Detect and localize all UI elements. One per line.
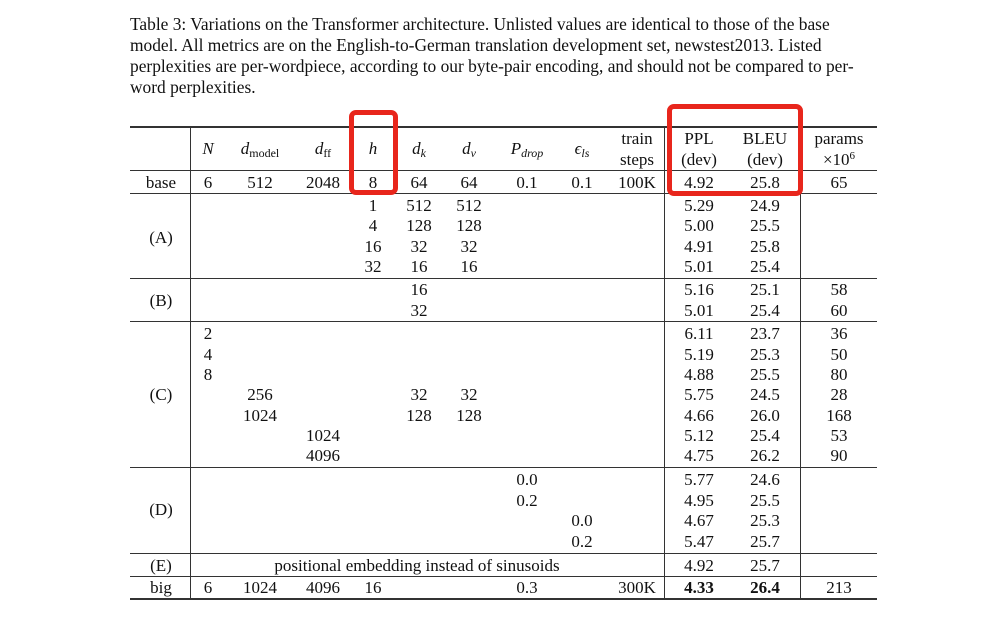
a4-h: 32 [364, 257, 382, 276]
a4-bleu: 25.4 [750, 257, 780, 276]
c2-ppl: 5.19 [684, 345, 714, 364]
d-bottom-rule [130, 553, 877, 554]
group-label-big: big [150, 578, 172, 597]
base-dv: 64 [460, 173, 478, 192]
c5-dv: 128 [456, 406, 482, 425]
d2-pdrop: 0.2 [516, 491, 538, 510]
a1-ppl: 5.29 [684, 196, 714, 215]
header-els-subscript: ls [581, 146, 590, 160]
c3-n: 8 [203, 365, 213, 384]
c7-bleu: 26.2 [750, 446, 780, 465]
header-dk [412, 139, 426, 159]
header-ppl-line1: PPL [684, 129, 714, 148]
b1-bleu: 25.1 [750, 280, 780, 299]
header-dv [462, 139, 476, 159]
header-pdrop-symbol: P [510, 139, 522, 158]
e-bleu: 25.7 [750, 556, 780, 575]
big-ppl: 4.33 [684, 578, 714, 597]
group-label-base: base [145, 173, 177, 192]
d2-ppl: 4.95 [684, 491, 714, 510]
header-dff-subscript: ff [323, 146, 332, 160]
c1-n: 2 [203, 324, 213, 343]
b1-params: 58 [830, 280, 848, 299]
c2-params: 50 [830, 345, 848, 364]
steps-column-rule [664, 126, 665, 599]
a3-h: 16 [364, 237, 382, 256]
header-els-symbol: ϵ [574, 139, 582, 158]
d3-bleu: 25.3 [750, 511, 780, 530]
header-params-exponent: 6 [849, 150, 856, 162]
c6-dff: 1024 [306, 426, 340, 445]
d1-pdrop: 0.0 [516, 470, 538, 489]
big-steps: 300K [618, 578, 656, 597]
a1-bleu: 24.9 [750, 196, 780, 215]
base-dff: 2048 [306, 173, 340, 192]
c7-dff: 4096 [306, 446, 340, 465]
b2-dk: 32 [410, 301, 428, 320]
a2-dv: 128 [456, 216, 482, 235]
c5-params: 168 [826, 406, 852, 425]
b1-dk: 16 [410, 280, 428, 299]
a3-bleu: 25.8 [750, 237, 780, 256]
a2-ppl: 5.00 [684, 216, 714, 235]
big-params: 213 [826, 578, 852, 597]
c1-ppl: 6.11 [684, 324, 714, 343]
base-bleu: 25.8 [750, 173, 780, 192]
base-steps: 100K [618, 173, 656, 192]
header-params-line1: params [814, 129, 864, 148]
e-bottom-rule [130, 576, 877, 577]
d3-ppl: 4.67 [684, 511, 714, 530]
d4-ppl: 5.47 [684, 532, 714, 551]
a4-dv: 16 [460, 257, 478, 276]
header-dv-symbol: d [462, 139, 471, 158]
header-bleu-line1: BLEU [742, 129, 788, 148]
c7-ppl: 4.75 [684, 446, 714, 465]
a3-dv: 32 [460, 237, 478, 256]
c2-bleu: 25.3 [750, 345, 780, 364]
base-n: 6 [203, 173, 213, 192]
header-pdrop [511, 139, 544, 159]
c6-params: 53 [830, 426, 848, 445]
c5-dmodel: 1024 [243, 406, 277, 425]
c4-params: 28 [830, 385, 848, 404]
header-bleu-line2: (dev) [747, 150, 783, 169]
big-n: 6 [203, 578, 213, 597]
header-dff-symbol: d [314, 139, 324, 158]
big-dff: 4096 [306, 578, 340, 597]
b2-params: 60 [830, 301, 848, 320]
d4-els: 0.2 [571, 532, 593, 551]
header-train-line1: train [621, 129, 653, 148]
c7-params: 90 [830, 446, 848, 465]
a2-bleu: 25.5 [750, 216, 780, 235]
c2-n: 4 [203, 345, 213, 364]
d1-ppl: 5.77 [684, 470, 714, 489]
c3-bleu: 25.5 [750, 365, 780, 384]
base-els: 0.1 [571, 173, 593, 192]
big-dmodel: 1024 [243, 578, 277, 597]
c4-bleu: 24.5 [750, 385, 780, 404]
group-label-e: (E) [150, 556, 172, 575]
b2-ppl: 5.01 [684, 301, 714, 320]
header-dmodel-subscript: model [249, 146, 280, 160]
big-pdrop: 0.3 [516, 578, 538, 597]
e-description: positional embedding instead of sinusoids [274, 556, 560, 575]
header-dk-subscript: k [420, 146, 426, 160]
d3-els: 0.0 [571, 511, 593, 530]
base-dk: 64 [410, 173, 428, 192]
group-label-b: (B) [149, 291, 173, 310]
c5-ppl: 4.66 [684, 406, 714, 425]
highlight-box-h-column [349, 110, 398, 195]
a1-dk: 512 [406, 196, 432, 215]
e-ppl: 4.92 [684, 556, 714, 575]
big-h: 16 [364, 578, 382, 597]
big-bleu: 26.4 [750, 578, 780, 597]
a1-dv: 512 [456, 196, 482, 215]
header-params-multiplier: ×10 [822, 150, 850, 169]
c4-dv: 32 [460, 385, 478, 404]
header-pdrop-subscript: drop [521, 146, 544, 160]
a1-h: 1 [368, 196, 378, 215]
header-dff [315, 139, 331, 159]
c4-dk: 32 [410, 385, 428, 404]
a4-ppl: 5.01 [684, 257, 714, 276]
c5-bleu: 26.0 [750, 406, 780, 425]
bleu-column-rule [800, 126, 801, 599]
header-n: N [202, 139, 214, 158]
b1-ppl: 5.16 [684, 280, 714, 299]
base-dmodel: 512 [247, 173, 273, 192]
group-label-c: (C) [149, 385, 173, 404]
highlight-box-ppl-bleu-columns [667, 104, 803, 196]
header-train-line2: steps [620, 150, 654, 169]
a2-dk: 128 [406, 216, 432, 235]
c1-params: 36 [830, 324, 848, 343]
d2-bleu: 25.5 [750, 491, 780, 510]
base-pdrop: 0.1 [516, 173, 538, 192]
c6-bleu: 25.4 [750, 426, 780, 445]
c3-params: 80 [830, 365, 848, 384]
d1-bleu: 24.6 [750, 470, 780, 489]
c5-dk: 128 [406, 406, 432, 425]
c4-ppl: 5.75 [684, 385, 714, 404]
c4-dmodel: 256 [247, 385, 273, 404]
a3-ppl: 4.91 [684, 237, 714, 256]
a4-dk: 16 [410, 257, 428, 276]
group-label-d: (D) [149, 500, 173, 519]
c-bottom-rule [130, 467, 877, 468]
base-h: 8 [368, 173, 378, 192]
table-bottom-rule [130, 598, 877, 600]
header-h: h [368, 139, 378, 158]
group-column-rule [190, 126, 191, 599]
header-els [575, 139, 590, 159]
base-ppl: 4.92 [684, 173, 714, 192]
header-dmodel [241, 139, 280, 159]
a2-h: 4 [368, 216, 378, 235]
header-dv-subscript: v [470, 146, 476, 160]
header-dk-symbol: d [412, 139, 421, 158]
base-params: 65 [830, 173, 848, 192]
b2-bleu: 25.4 [750, 301, 780, 320]
b-bottom-rule [130, 321, 877, 322]
header-params-line2 [823, 150, 855, 170]
c1-bleu: 23.7 [750, 324, 780, 343]
group-label-a: (A) [149, 228, 173, 247]
header-dmodel-symbol: d [240, 139, 250, 158]
c6-ppl: 5.12 [684, 426, 714, 445]
d4-bleu: 25.7 [750, 532, 780, 551]
table-caption: Table 3: Variations on the Transformer architecture. Unlisted values are identical to those of the base model. All metrics are on the English-to-German translation development set, newstest2013. Listed perplexities are per-wordpiece, according to our byte-pair encoding, and should not be compared to per-word perplexities. [130, 14, 854, 97]
c3-ppl: 4.88 [684, 365, 714, 384]
header-ppl-line2: (dev) [681, 150, 717, 169]
a-bottom-rule [130, 278, 877, 279]
a3-dk: 32 [410, 237, 428, 256]
